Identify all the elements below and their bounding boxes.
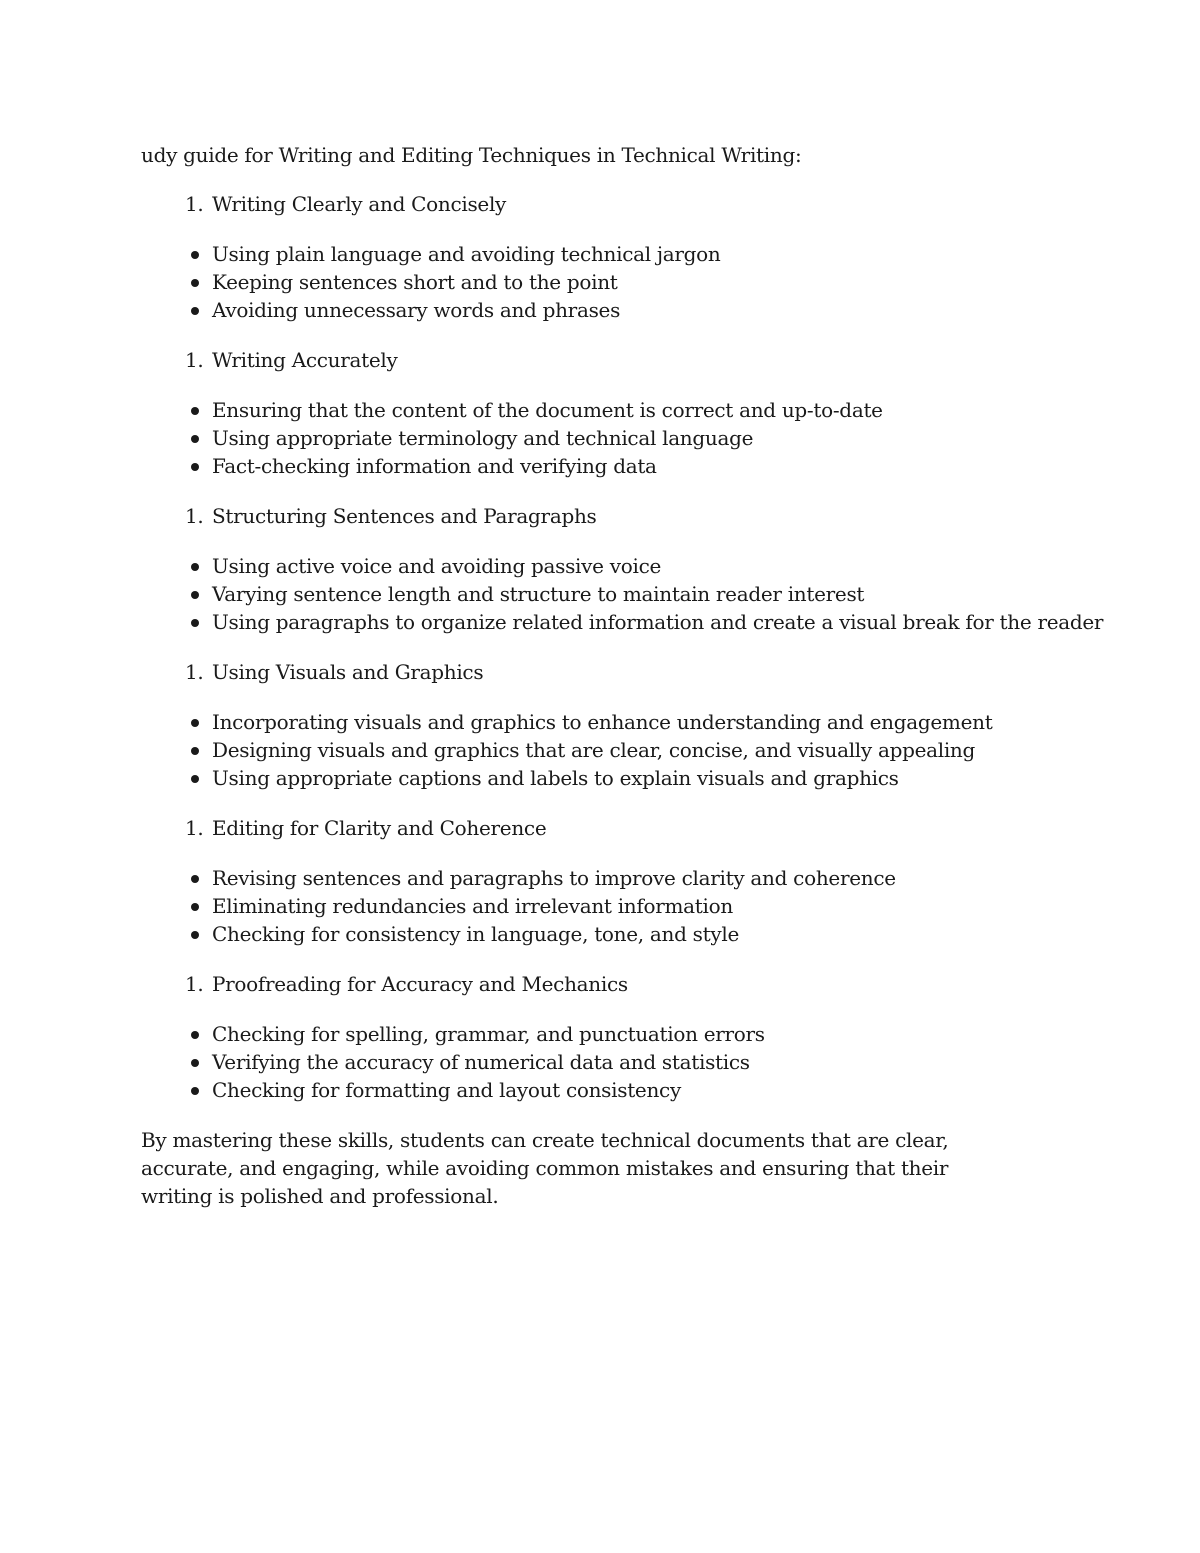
list-item-text: Using appropriate captions and labels to explain visuals and graphics	[212, 766, 899, 790]
bullet-icon	[191, 1087, 199, 1095]
bullet-list	[141, 708, 1061, 792]
bullet-icon	[191, 747, 199, 755]
list-item-text: Using active voice and avoiding passive voice	[212, 554, 662, 578]
section-heading	[141, 970, 1061, 998]
section-heading	[141, 190, 1061, 218]
list-item-text: Using appropriate terminology and technical language	[212, 426, 754, 450]
list-item	[141, 736, 1061, 764]
section-heading	[141, 658, 1061, 686]
list-item	[141, 268, 1061, 296]
bullet-list	[141, 1020, 1061, 1104]
section-number: 1.	[185, 972, 204, 996]
bullet-list	[141, 396, 1061, 480]
section-number: 1.	[185, 192, 204, 216]
list-item-text: Checking for consistency in language, tone, and style	[212, 922, 740, 946]
bullet-icon	[191, 463, 199, 471]
section-number: 1.	[185, 504, 204, 528]
section-title: Proofreading for Accuracy and Mechanics	[212, 972, 628, 996]
section-title: Editing for Clarity and Coherence	[212, 816, 547, 840]
list-item-text: Checking for formatting and layout consistency	[212, 1078, 681, 1102]
section-heading	[141, 346, 1061, 374]
bullet-icon	[191, 775, 199, 783]
bullet-icon	[191, 619, 199, 627]
list-item	[141, 864, 1061, 892]
section-number: 1.	[185, 348, 204, 372]
list-item	[141, 552, 1061, 580]
list-item-text: Checking for spelling, grammar, and punctuation errors	[212, 1022, 765, 1046]
section-title: Structuring Sentences and Paragraphs	[212, 504, 597, 528]
list-item-text: Eliminating redundancies and irrelevant information	[212, 894, 733, 918]
list-item-text: Keeping sentences short and to the point	[212, 270, 618, 294]
bullet-icon	[191, 279, 199, 287]
bullet-list	[141, 240, 1061, 324]
list-item	[141, 296, 1061, 324]
list-item	[141, 608, 1104, 636]
list-item	[141, 580, 1061, 608]
bullet-icon	[191, 307, 199, 315]
list-item-text: Designing visuals and graphics that are clear, concise, and visually appealing	[212, 738, 976, 762]
list-item-text: Using plain language and avoiding technical jargon	[212, 242, 721, 266]
bullet-icon	[191, 1059, 199, 1067]
bullet-icon	[191, 719, 199, 727]
bullet-icon	[191, 903, 199, 911]
bullet-icon	[191, 251, 199, 259]
bullet-icon	[191, 435, 199, 443]
intro-paragraph: udy guide for Writing and Editing Techniques in Technical Writing:	[141, 143, 802, 167]
section-number: 1.	[185, 816, 204, 840]
list-item	[141, 396, 1061, 424]
section-title: Writing Accurately	[212, 348, 398, 372]
list-item	[141, 708, 1061, 736]
section-number: 1.	[185, 660, 204, 684]
list-item	[141, 1020, 1061, 1048]
list-item	[141, 1076, 1061, 1104]
list-item-text: Ensuring that the content of the document is correct and up-to-date	[212, 398, 883, 422]
bullet-icon	[191, 875, 199, 883]
sections-container	[141, 190, 1104, 1104]
bullet-list	[141, 864, 1061, 948]
closing-paragraph: By mastering these skills, students can create technical documents that are clear, accurate, and engaging, while avoiding common mistakes and ensuring that their writing is polished and professional.	[141, 1128, 949, 1208]
section-heading	[141, 814, 1061, 842]
section-title: Writing Clearly and Concisely	[212, 192, 507, 216]
list-item-text: Verifying the accuracy of numerical data and statistics	[212, 1050, 750, 1074]
list-item-text: Revising sentences and paragraphs to improve clarity and coherence	[212, 866, 896, 890]
document-body	[141, 141, 1104, 1210]
list-item	[141, 452, 1061, 480]
bullet-icon	[191, 1031, 199, 1039]
bullet-icon	[191, 563, 199, 571]
bullet-icon	[191, 407, 199, 415]
list-item-text: Incorporating visuals and graphics to enhance understanding and engagement	[212, 710, 993, 734]
list-item-text: Fact-checking information and verifying data	[212, 454, 657, 478]
section-title: Using Visuals and Graphics	[212, 660, 484, 684]
section-heading	[141, 502, 1061, 530]
list-item	[141, 892, 1061, 920]
bullet-list	[141, 552, 1104, 636]
list-item	[141, 240, 1061, 268]
list-item	[141, 424, 1061, 452]
bullet-icon	[191, 591, 199, 599]
list-item-text: Varying sentence length and structure to maintain reader interest	[212, 582, 865, 606]
list-item	[141, 920, 1061, 948]
list-item-text: Using paragraphs to organize related information and create a visual break for the reader	[212, 610, 1104, 634]
bullet-icon	[191, 931, 199, 939]
list-item	[141, 1048, 1061, 1076]
list-item	[141, 764, 1061, 792]
list-item-text: Avoiding unnecessary words and phrases	[212, 298, 621, 322]
